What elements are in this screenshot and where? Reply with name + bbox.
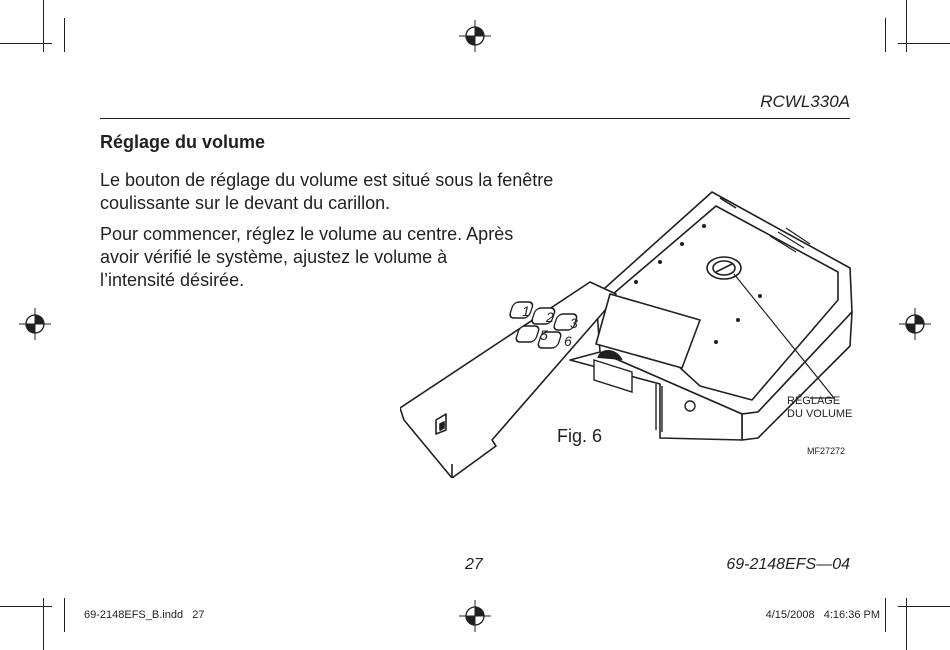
paragraph-line: Le bouton de réglage du volume est situé sous la fenêtre bbox=[100, 170, 554, 190]
page-number: 27 bbox=[465, 556, 483, 573]
chime-button-label: 3 bbox=[570, 315, 578, 331]
chime-button-label: 1 bbox=[522, 303, 530, 319]
figure-caption: Fig. 6 bbox=[557, 426, 603, 446]
crop-mark-tl-h bbox=[0, 43, 52, 44]
document-number: 69-2148EFS—04 bbox=[726, 556, 850, 573]
crop-mark-tr-v bbox=[906, 0, 907, 52]
callout-line: DU VOLUME bbox=[787, 408, 853, 420]
registration-mark-top-icon bbox=[458, 19, 492, 53]
crop-mark-bl-v2 bbox=[64, 598, 65, 632]
registration-mark-bottom-icon bbox=[458, 599, 492, 633]
crop-mark-tr-v2 bbox=[885, 18, 886, 52]
chime-button-label: 2 bbox=[546, 309, 554, 325]
crop-mark-bl-v bbox=[43, 598, 44, 650]
callout-line: RÉGLAGE bbox=[787, 395, 841, 407]
chime-button-label: 5 bbox=[540, 327, 548, 343]
slug-filename: 69-2148EFS_B.indd 27 bbox=[84, 609, 205, 621]
header-rule bbox=[100, 118, 850, 119]
chime-illustration bbox=[400, 188, 860, 478]
slug-timestamp: 4/15/2008 4:16:36 PM bbox=[765, 609, 880, 621]
chime-button-label: 6 bbox=[564, 333, 572, 349]
crop-mark-tl-v2 bbox=[64, 18, 65, 52]
crop-mark-br-v2 bbox=[885, 598, 886, 632]
paragraph-line: Pour commencer, réglez le volume au centre. Après bbox=[100, 224, 514, 244]
crop-mark-tl-v bbox=[43, 0, 44, 52]
registration-mark-left-icon bbox=[18, 307, 52, 341]
paragraph-line: l’intensité désirée. bbox=[100, 270, 245, 290]
model-number: RCWL330A bbox=[760, 92, 850, 111]
paragraph-line: coulissante sur le devant du carillon. bbox=[100, 193, 391, 213]
crop-mark-bl-h bbox=[0, 606, 52, 607]
crop-mark-br-v bbox=[906, 598, 907, 650]
volume-callout-label bbox=[787, 395, 852, 421]
paragraph-line: avoir vérifié le système, ajustez le volume à bbox=[100, 247, 448, 267]
figure-code: MF27272 bbox=[807, 446, 846, 456]
registration-mark-right-icon bbox=[898, 307, 932, 341]
section-heading: Réglage du volume bbox=[100, 132, 266, 152]
